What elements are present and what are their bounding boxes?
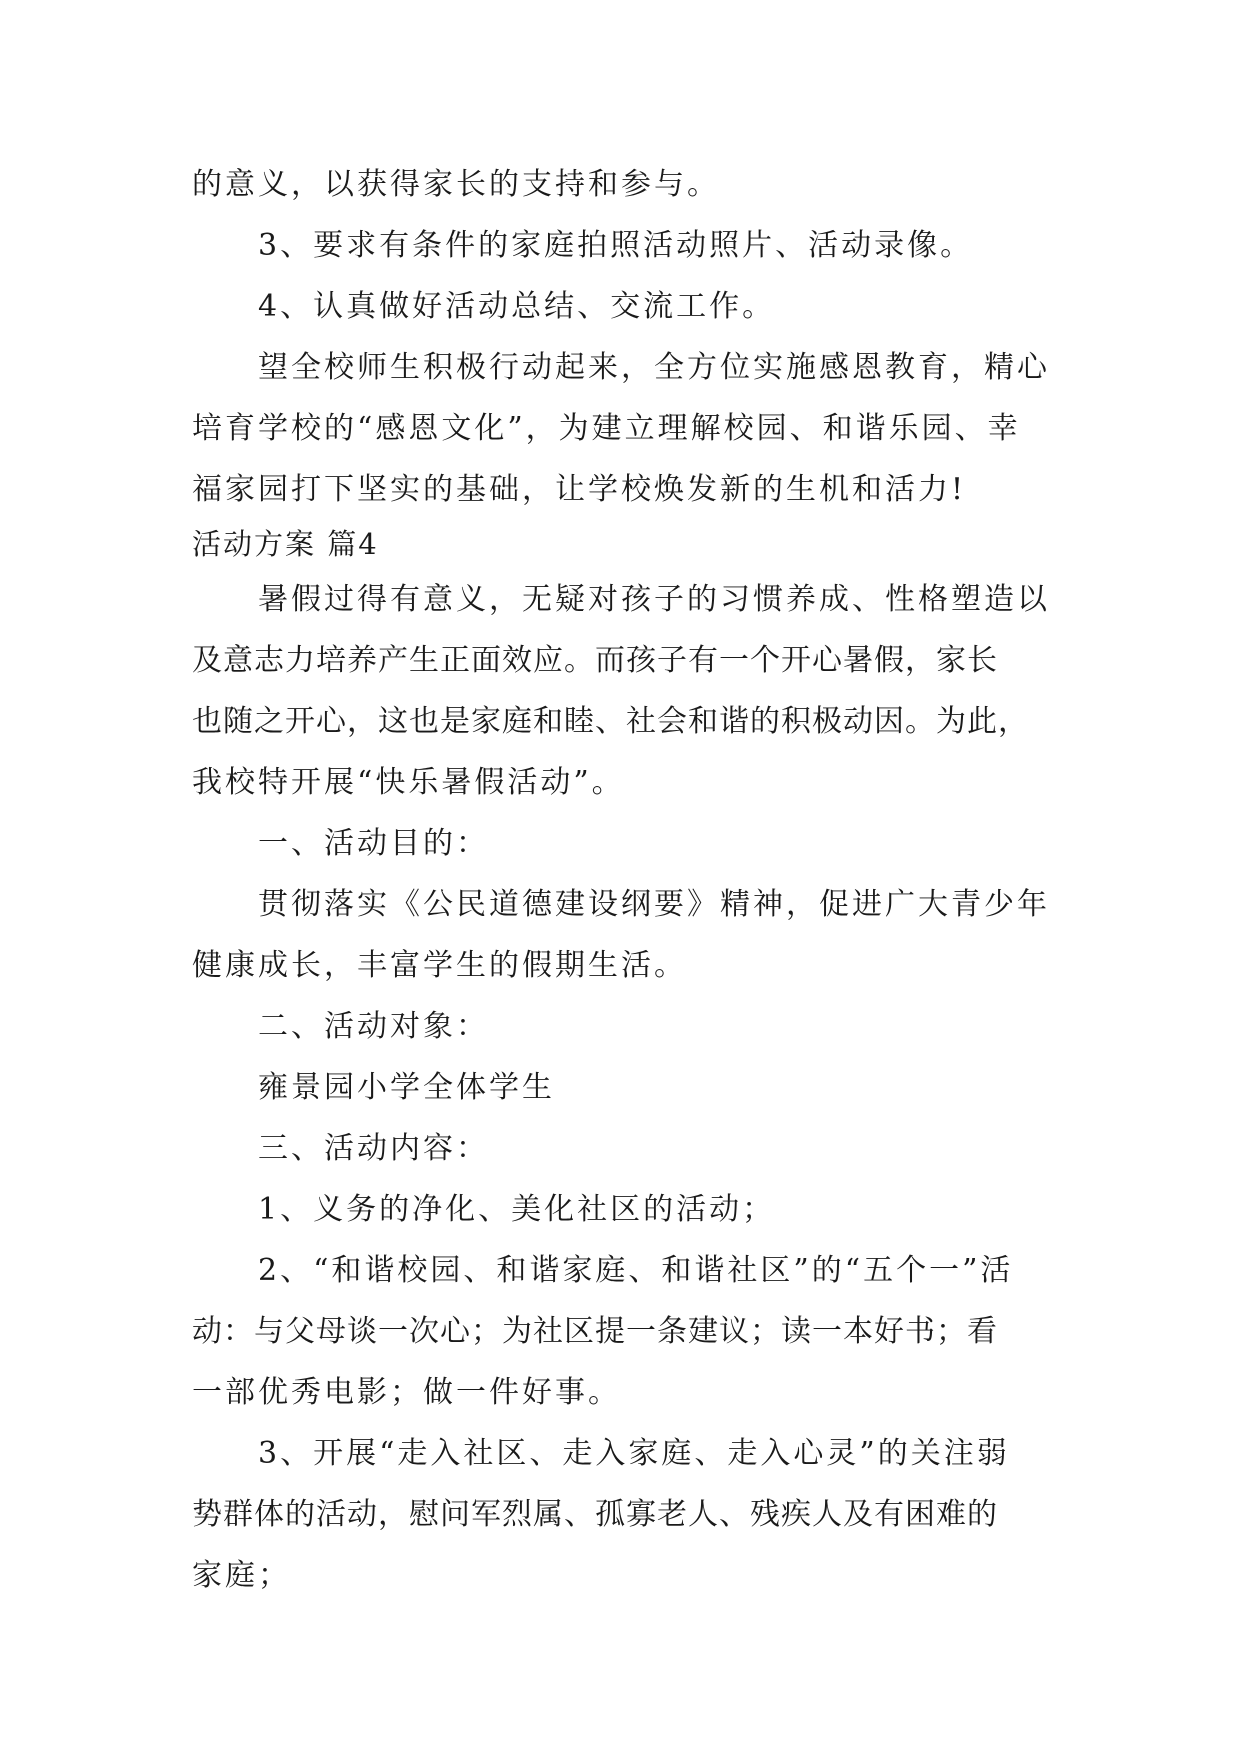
paragraph-line: 我校特开展“快乐暑假活动”。 <box>192 765 625 800</box>
paragraph-line: 培育学校的“感恩文化”，为建立理解校园、和谐乐园、幸 <box>192 411 1021 446</box>
paragraph-line: 动：与父母谈一次心；为社区提一条建议；读一本好书；看 <box>192 1314 998 1349</box>
paragraph-line: 贯彻落实《公民道德建设纲要》精神，促进广大青少年 <box>258 887 1050 922</box>
subheading: 三、活动内容： <box>258 1131 489 1166</box>
paragraph-line: 暑假过得有意义，无疑对孩子的习惯养成、性格塑造以 <box>258 582 1050 617</box>
document-body <box>192 154 1052 1606</box>
subheading: 二、活动对象： <box>258 1009 489 1044</box>
subheading: 一、活动目的： <box>258 826 489 861</box>
section-heading: 活动方案 篇4 <box>192 527 379 561</box>
paragraph-line: 望全校师生积极行动起来，全方位实施感恩教育，精心 <box>258 350 1050 385</box>
paragraph-line: 福家园打下坚实的基础，让学校焕发新的生机和活力! <box>192 472 967 507</box>
paragraph-line: 势群体的活动，慰问军烈属、孤寡老人、残疾人及有困难的 <box>192 1497 998 1532</box>
paragraph-line: 雍景园小学全体学生 <box>258 1070 555 1105</box>
paragraph-line: 及意志力培养产生正面效应。而孩子有一个开心暑假，家长 <box>192 643 998 678</box>
paragraph-line: 家庭； <box>192 1558 291 1593</box>
list-item: 2、“和谐校园、和谐家庭、和谐社区”的“五个一”活 <box>258 1253 1014 1288</box>
paragraph-line: 健康成长，丰富学生的假期生活。 <box>192 948 687 983</box>
list-item: 3、开展“走入社区、走入家庭、走入心灵”的关注弱 <box>258 1436 1010 1471</box>
paragraph-line: 的意义，以获得家长的支持和参与。 <box>192 167 720 202</box>
paragraph-line: 一部优秀电影；做一件好事。 <box>192 1375 621 1410</box>
paragraph-line: 也随之开心，这也是家庭和睦、社会和谐的积极动因。为此， <box>192 704 1029 739</box>
list-item: 4、认真做好活动总结、交流工作。 <box>258 289 776 324</box>
list-item: 3、要求有条件的家庭拍照活动照片、活动录像。 <box>258 228 974 263</box>
list-item: 1、义务的净化、美化社区的活动； <box>258 1192 776 1227</box>
